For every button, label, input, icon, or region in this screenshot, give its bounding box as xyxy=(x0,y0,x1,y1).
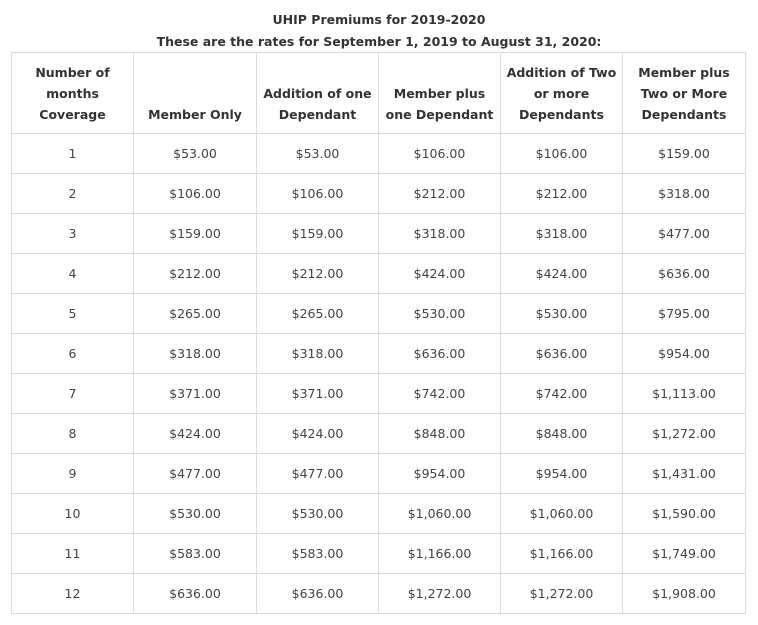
cell-member-plus-one: $1,166.00 xyxy=(379,534,501,574)
cell-addition-two-or-more: $530.00 xyxy=(501,294,623,334)
table-row xyxy=(12,494,746,534)
cell-addition-one-dependant: $265.00 xyxy=(257,294,379,334)
cell-addition-one-dependant: $371.00 xyxy=(257,374,379,414)
cell-member-plus-one: $742.00 xyxy=(379,374,501,414)
cell-addition-two-or-more: $742.00 xyxy=(501,374,623,414)
cell-months: 7 xyxy=(12,374,134,414)
cell-member-plus-one: $318.00 xyxy=(379,214,501,254)
header-member-plus-one-dependant xyxy=(379,53,501,134)
cell-member-only: $265.00 xyxy=(134,294,257,334)
cell-member-only: $636.00 xyxy=(134,574,257,614)
cell-member-only: $583.00 xyxy=(134,534,257,574)
cell-addition-two-or-more: $636.00 xyxy=(501,334,623,374)
cell-member-plus-two-or-more: $1,272.00 xyxy=(623,414,746,454)
cell-addition-one-dependant: $477.00 xyxy=(257,454,379,494)
header-member-only xyxy=(134,53,257,134)
cell-member-plus-one: $530.00 xyxy=(379,294,501,334)
header-line: Coverage xyxy=(39,107,106,122)
cell-member-only: $318.00 xyxy=(134,334,257,374)
cell-months: 6 xyxy=(12,334,134,374)
header-line: Addition of one xyxy=(263,86,372,101)
cell-member-plus-one: $1,060.00 xyxy=(379,494,501,534)
cell-member-plus-two-or-more: $1,749.00 xyxy=(623,534,746,574)
table-row xyxy=(12,254,746,294)
page-title: UHIP Premiums for 2019-2020 xyxy=(272,12,486,27)
header-addition-one-dependant xyxy=(257,53,379,134)
cell-member-plus-one: $424.00 xyxy=(379,254,501,294)
cell-member-plus-one: $848.00 xyxy=(379,414,501,454)
header-line: Number of xyxy=(35,65,110,80)
cell-member-only: $53.00 xyxy=(134,134,257,174)
table-row xyxy=(12,134,746,174)
header-months-coverage xyxy=(12,53,134,134)
header-line: Dependant xyxy=(278,107,357,122)
cell-member-plus-two-or-more: $1,431.00 xyxy=(623,454,746,494)
cell-member-plus-one: $1,272.00 xyxy=(379,574,501,614)
cell-member-plus-two-or-more: $159.00 xyxy=(623,134,746,174)
header-line: Dependants xyxy=(519,107,604,122)
cell-months: 3 xyxy=(12,214,134,254)
table-row xyxy=(12,414,746,454)
cell-member-plus-two-or-more: $477.00 xyxy=(623,214,746,254)
cell-member-plus-two-or-more: $1,590.00 xyxy=(623,494,746,534)
cell-member-only: $106.00 xyxy=(134,174,257,214)
header-addition-two-or-more-dependants xyxy=(501,53,623,134)
table-row xyxy=(12,374,746,414)
cell-addition-two-or-more: $954.00 xyxy=(501,454,623,494)
table-row xyxy=(12,574,746,614)
cell-member-plus-one: $636.00 xyxy=(379,334,501,374)
cell-months: 10 xyxy=(12,494,134,534)
cell-months: 9 xyxy=(12,454,134,494)
cell-member-plus-one: $106.00 xyxy=(379,134,501,174)
table-row xyxy=(12,174,746,214)
cell-addition-one-dependant: $53.00 xyxy=(257,134,379,174)
cell-addition-one-dependant: $424.00 xyxy=(257,414,379,454)
cell-member-only: $424.00 xyxy=(134,414,257,454)
cell-months: 4 xyxy=(12,254,134,294)
cell-addition-two-or-more: $848.00 xyxy=(501,414,623,454)
header-line: Addition of Two xyxy=(506,65,617,80)
header-line: Member plus xyxy=(638,65,730,80)
cell-member-plus-two-or-more: $1,113.00 xyxy=(623,374,746,414)
cell-months: 5 xyxy=(12,294,134,334)
cell-member-plus-two-or-more: $1,908.00 xyxy=(623,574,746,614)
cell-addition-two-or-more: $318.00 xyxy=(501,214,623,254)
cell-member-plus-two-or-more: $954.00 xyxy=(623,334,746,374)
cell-member-only: $159.00 xyxy=(134,214,257,254)
cell-addition-one-dependant: $212.00 xyxy=(257,254,379,294)
cell-addition-two-or-more: $106.00 xyxy=(501,134,623,174)
cell-member-plus-two-or-more: $318.00 xyxy=(623,174,746,214)
cell-months: 8 xyxy=(12,414,134,454)
header-line: months xyxy=(46,86,99,101)
table-row xyxy=(12,334,746,374)
cell-addition-two-or-more: $212.00 xyxy=(501,174,623,214)
cell-member-only: $530.00 xyxy=(134,494,257,534)
cell-member-only: $371.00 xyxy=(134,374,257,414)
premium-rates-table xyxy=(11,52,746,614)
cell-member-plus-two-or-more: $636.00 xyxy=(623,254,746,294)
cell-member-plus-one: $212.00 xyxy=(379,174,501,214)
cell-addition-two-or-more: $1,272.00 xyxy=(501,574,623,614)
cell-addition-two-or-more: $1,166.00 xyxy=(501,534,623,574)
cell-months: 1 xyxy=(12,134,134,174)
cell-member-plus-one: $954.00 xyxy=(379,454,501,494)
page-subtitle: These are the rates for September 1, 2019 to August 31, 2020: xyxy=(156,34,602,49)
cell-months: 11 xyxy=(12,534,134,574)
cell-months: 2 xyxy=(12,174,134,214)
table-row xyxy=(12,534,746,574)
cell-months: 12 xyxy=(12,574,134,614)
cell-addition-one-dependant: $106.00 xyxy=(257,174,379,214)
cell-addition-one-dependant: $583.00 xyxy=(257,534,379,574)
cell-addition-one-dependant: $318.00 xyxy=(257,334,379,374)
table-row xyxy=(12,294,746,334)
cell-addition-one-dependant: $159.00 xyxy=(257,214,379,254)
cell-addition-two-or-more: $424.00 xyxy=(501,254,623,294)
cell-addition-one-dependant: $530.00 xyxy=(257,494,379,534)
table-header-row xyxy=(12,53,746,134)
table-row xyxy=(12,454,746,494)
header-line: Member plus xyxy=(393,86,486,101)
header-line: Member Only xyxy=(148,107,242,122)
cell-addition-two-or-more: $1,060.00 xyxy=(501,494,623,534)
header-line: Two or More xyxy=(640,86,728,101)
cell-member-only: $212.00 xyxy=(134,254,257,294)
header-line: one Dependant xyxy=(385,107,494,122)
header-member-plus-two-or-more-dependants xyxy=(623,53,746,134)
cell-member-only: $477.00 xyxy=(134,454,257,494)
cell-member-plus-two-or-more: $795.00 xyxy=(623,294,746,334)
header-line: or more xyxy=(533,86,590,101)
table-row xyxy=(12,214,746,254)
cell-addition-one-dependant: $636.00 xyxy=(257,574,379,614)
header-line: Dependants xyxy=(641,107,727,122)
